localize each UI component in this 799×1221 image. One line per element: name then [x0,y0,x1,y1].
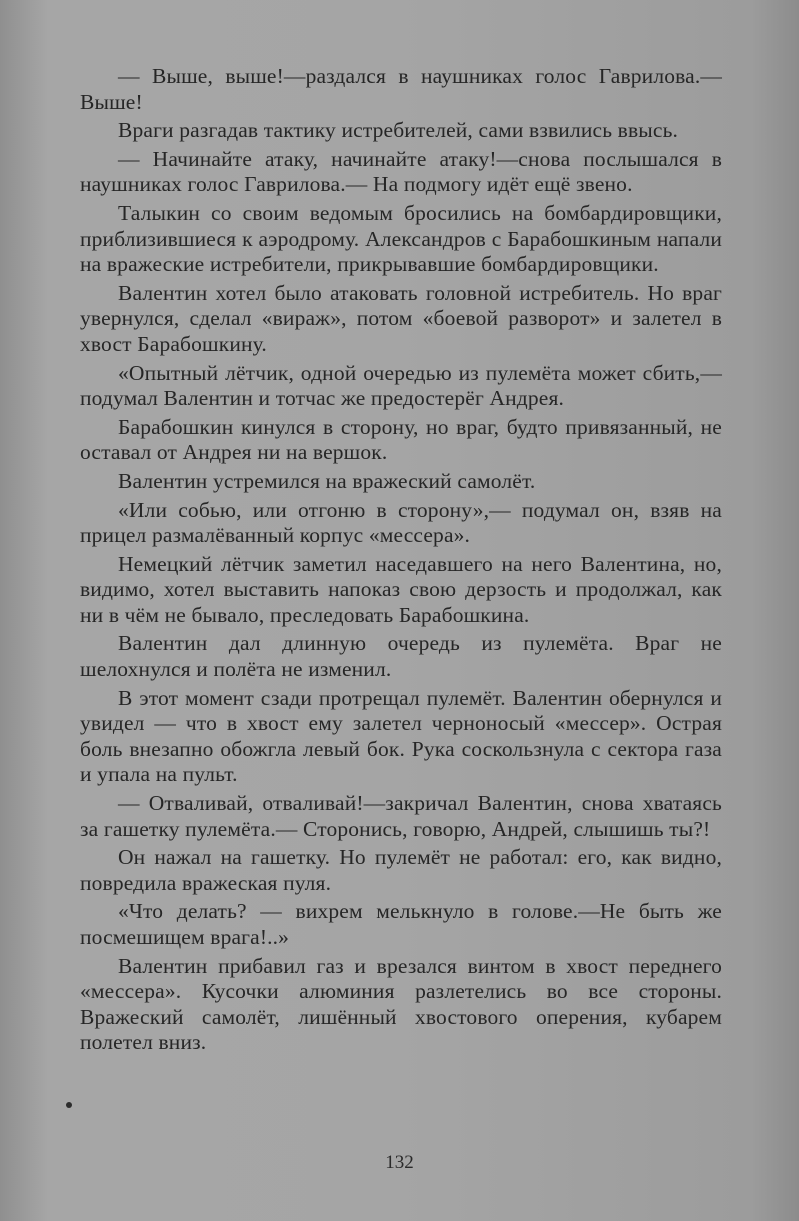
paragraph-2: Враги разгадав тактику истребителей, сами взвились ввысь. [118,118,679,143]
paragraph-7: Барабошкин кинулся в сторону, но враг, будто привязанный, не оставал от Андрея ни на вершок. [80,414,722,465]
page-number: 132 [385,1152,414,1173]
paragraph-4: Талыкин со своим ведомым бросились на бомбардировщики, приблизившиеся к аэродрому. Александров с Барабошкиным напали на вражеские истребители, прикрывавшие бомбардировщики. [80,200,722,277]
paragraph-6: «Опытный лётчик, одной очередью из пулемёта может сбить,— подумал Валентин и тотчас же предостерёг Андрея. [80,360,722,411]
paragraph-1: — Выше, выше!—раздался в наушниках голос Гаврилова.— Выше! [80,64,722,114]
ink-speck [66,1102,72,1108]
body-text [80,64,722,1059]
paragraph-15: «Что делать? — вихрем мелькнуло в голове.—Не быть же посмешищем врага!..» [80,899,722,949]
paragraph-14: Он нажал на гашетку. Но пулемёт не работал: его, как видно, повредила вражеская пуля. [80,845,722,895]
paragraph-16: Валентин прибавил газ и врезался винтом в хвост переднего «мессера». Кусочки алюминия разлетелись во все стороны. Вражеский самолёт, лишённый хвостового оперения, кубарем полетел вниз. [80,953,722,1055]
paragraph-5: Валентин хотел было атаковать головной истребитель. Но враг увернулся, сделал «вираж», потом «боевой разворот» и залетел в хвост Барабошкину. [80,280,722,356]
paragraph-8: Валентин устремился на вражеский самолёт. [118,468,536,493]
paragraph-12: В этот момент сзади протрещал пулемёт. Валентин обернулся и увидел — что в хвост ему залетел черноносый «мессер». Острая боль внезапно обожгла левый бок. Рука соскользнула с сектора газа и упала на пульт. [80,685,722,787]
paragraph-3: — Начинайте атаку, начинайте атаку!—снова послышался в наушниках голос Гаврилова.— На подмогу идёт ещё звено. [80,146,722,197]
paragraph-13: — Отваливай, отваливай!—закричал Валентин, снова хватаясь за гашетку пулемёта.— Сторонись, говорю, Андрей, слышишь ты?! [80,791,722,841]
paragraph-10: Немецкий лётчик заметил наседавшего на него Валентина, но, видимо, хотел выставить напоказ свою дерзость и продолжал, как ни в чём не бывало, преследовать Барабошкина. [80,551,722,627]
paragraph-9: «Или собью, или отгоню в сторону»,— подумал он, взяв на прицел размалёванный корпус «мессера». [80,497,722,548]
paragraph-11: Валентин дал длинную очередь из пулемёта. Враг не шелохнулся и полёта не изменил. [80,631,722,682]
